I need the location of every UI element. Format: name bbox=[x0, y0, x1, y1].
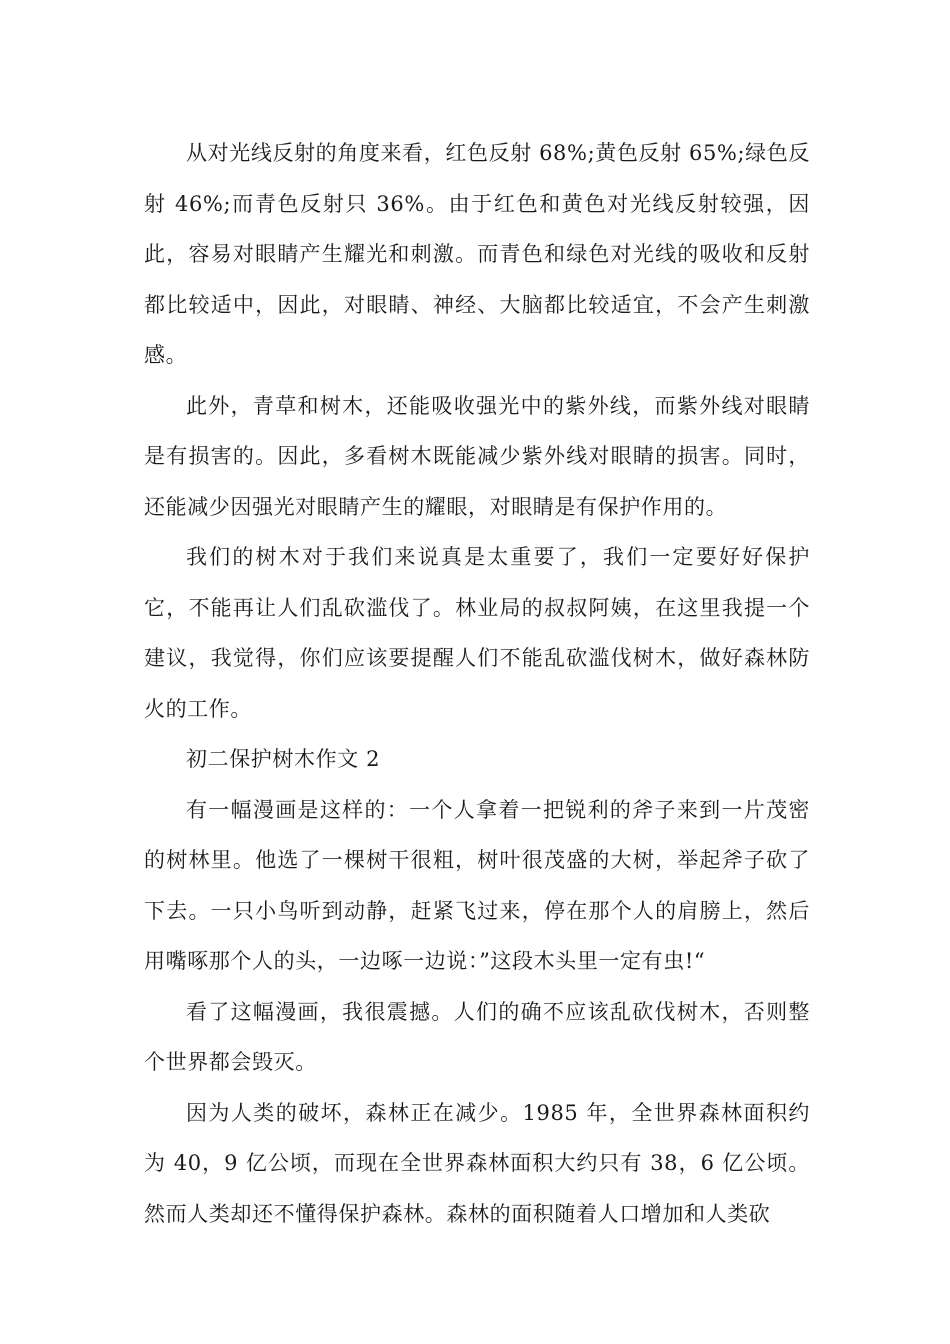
section-title: 初二保护树木作文 2 bbox=[186, 747, 381, 771]
document-body bbox=[144, 128, 810, 1239]
paragraph-protect-trees: 我们的树木对于我们来说真是太重要了，我们一定要好好保护它，不能再让人们乱砍滥伐了。林业局的叔叔阿姨，在这里我提一个建议，我觉得，你们应该要提醒人们不能乱砍滥伐树木，做好森林防火的工作。 bbox=[144, 545, 810, 721]
paragraph-forest-area: 因为人类的破坏，森林正在减少。1985 年，全世界森林面积约为 40，9 亿公顷，而现在全世界森林面积大约只有 38，6 亿公顷。然而人类却还不懂得保护森林。森林的面积随着人口增加和人类砍 bbox=[144, 1100, 810, 1226]
paragraph-ultraviolet: 此外，青草和树木，还能吸收强光中的紫外线，而紫外线对眼睛是有损害的。因此，多看树木既能减少紫外线对眼睛的损害。同时，还能减少因强光对眼睛产生的耀眼，对眼睛是有保护作用的。 bbox=[144, 393, 810, 519]
paragraph-shocked: 看了这幅漫画，我很震撼。人们的确不应该乱砍伐树木，否则整个世界都会毁灭。 bbox=[144, 999, 810, 1074]
paragraph-cartoon: 有一幅漫画是这样的：一个人拿着一把锐利的斧子来到一片茂密的树林里。他选了一棵树干很粗，树叶很茂盛的大树，举起斧子砍了下去。一只小鸟听到动静，赶紧飞过来，停在那个人的肩膀上，然后用嘴啄那个人的头，一边啄一边说：”这段木头里一定有虫!“ bbox=[144, 797, 810, 973]
paragraph-light-reflection: 从对光线反射的角度来看，红色反射 68%;黄色反射 65%;绿色反射 46%;而青色反射只 36%。由于红色和黄色对光线反射较强，因此，容易对眼睛产生耀光和刺激。而青色和绿色对光线的吸收和反射都比较适中，因此，对眼睛、神经、大脑都比较适宜，不会产生刺激感。 bbox=[144, 141, 810, 367]
